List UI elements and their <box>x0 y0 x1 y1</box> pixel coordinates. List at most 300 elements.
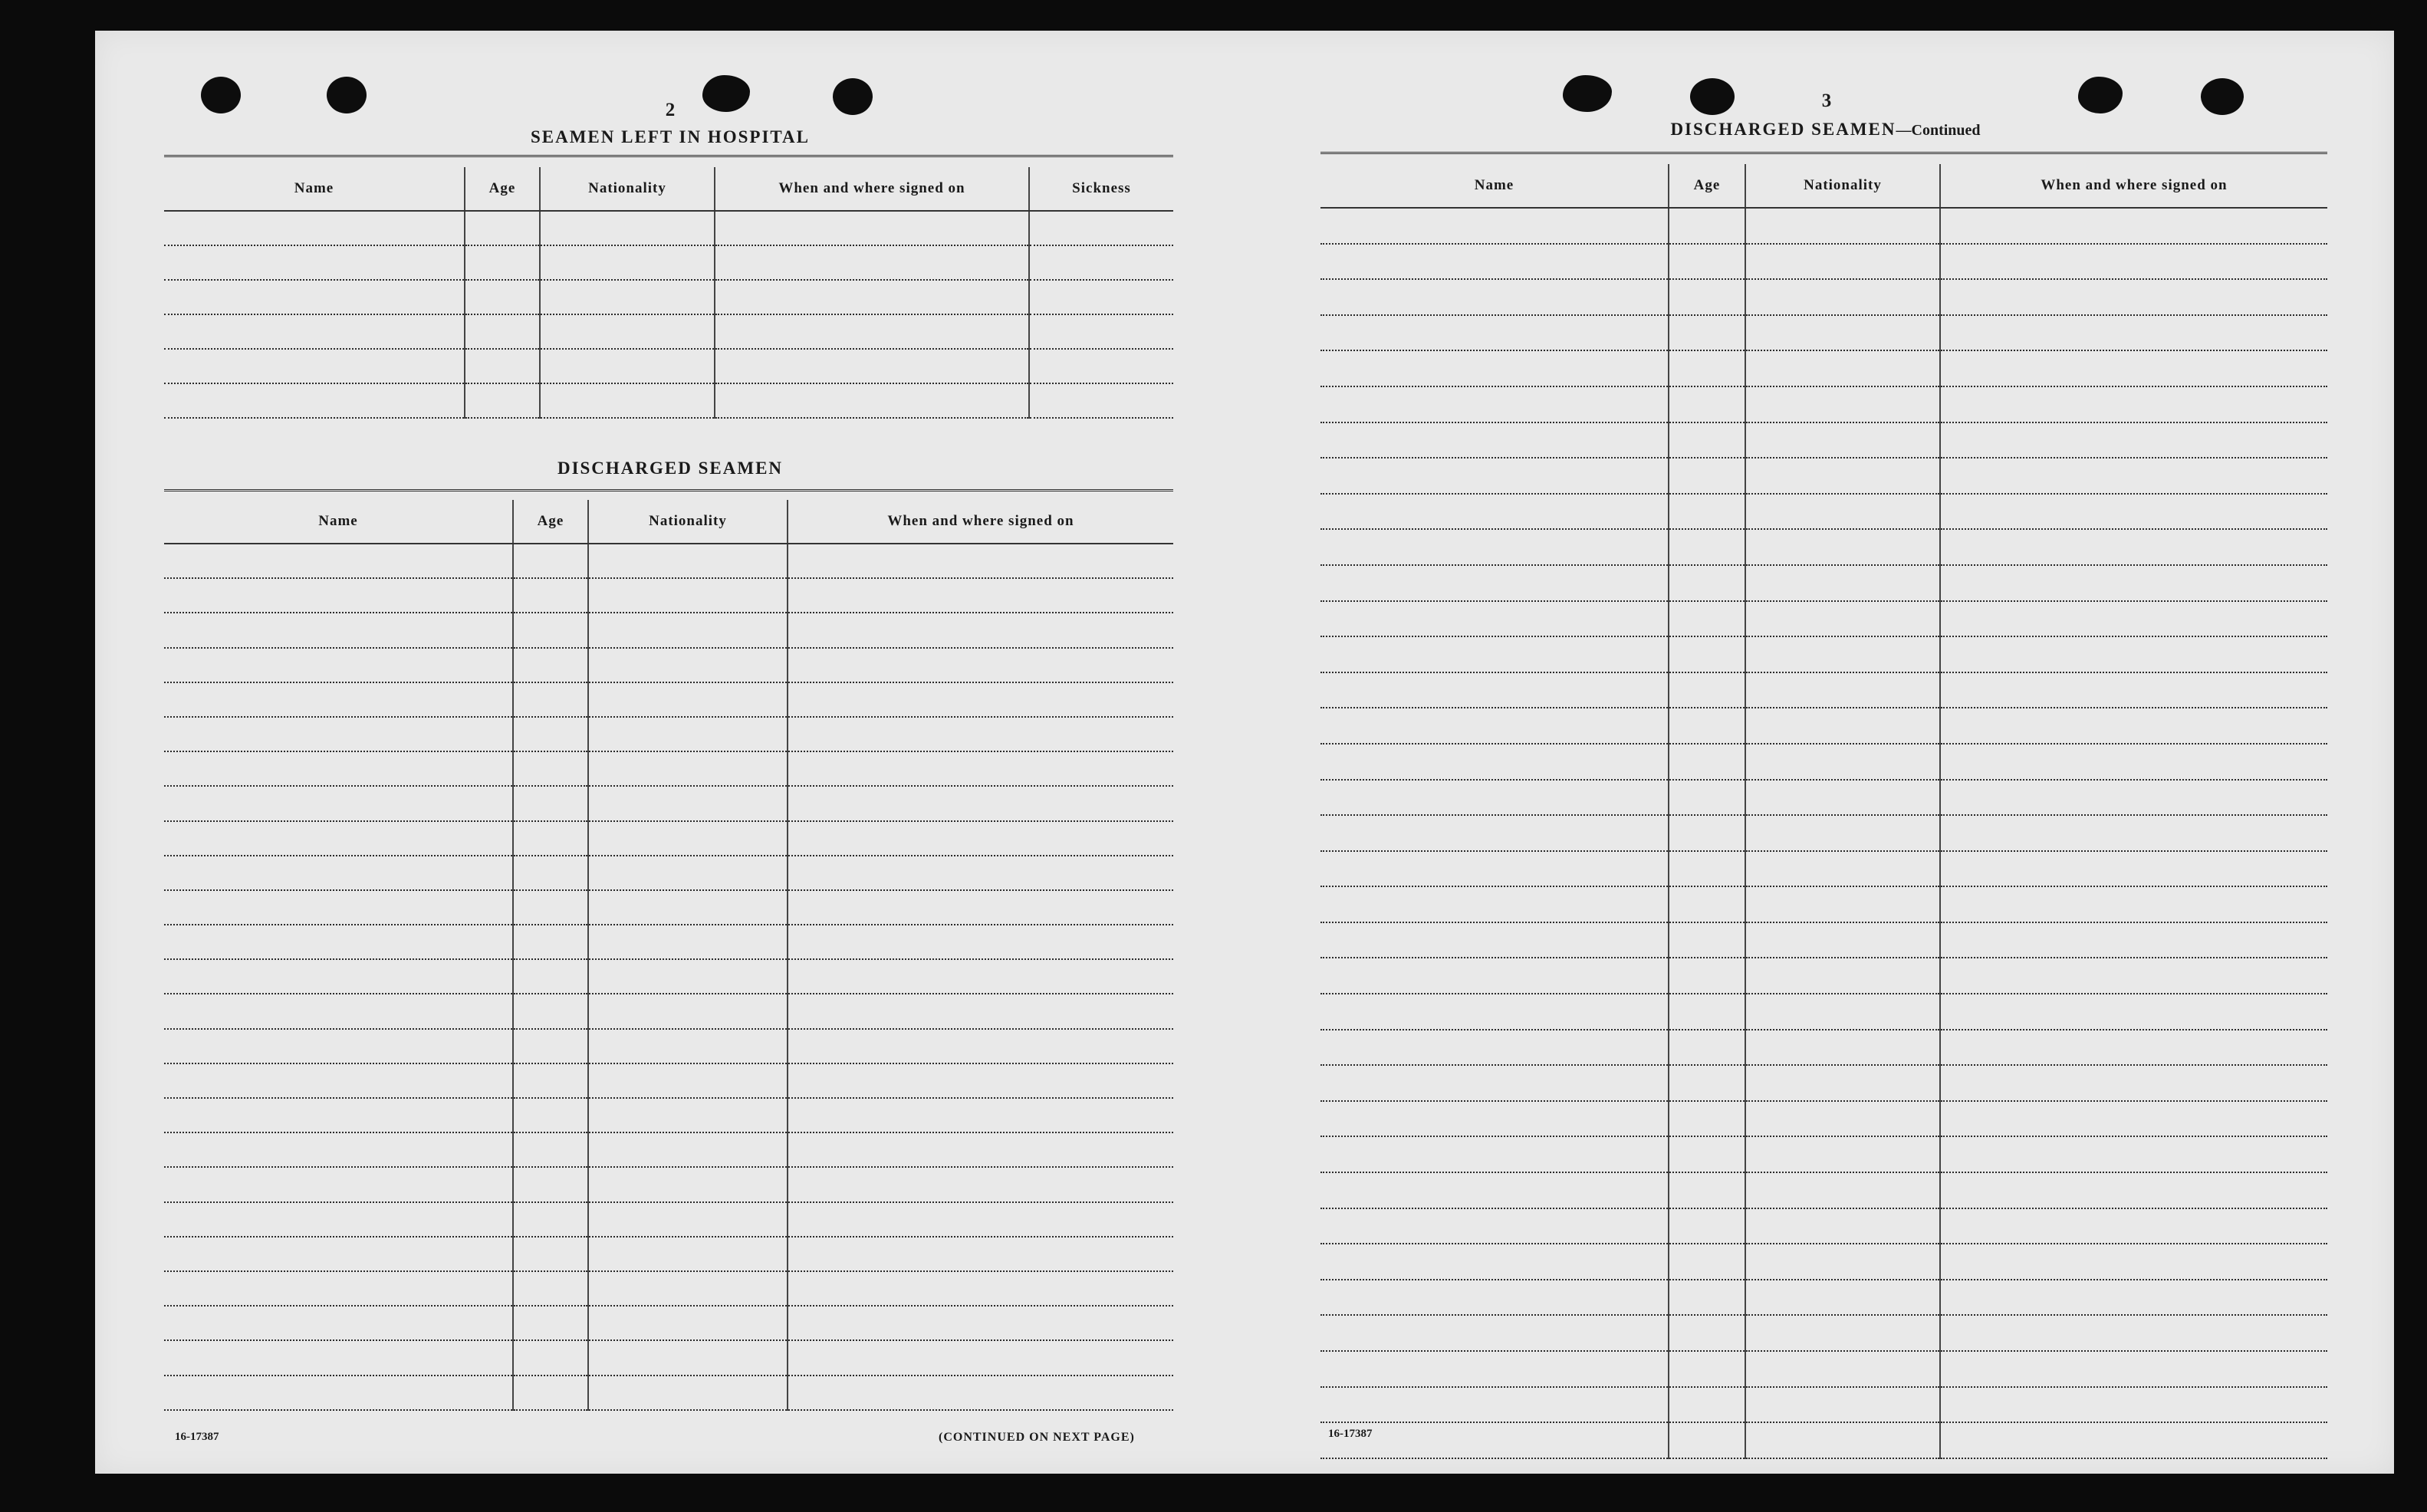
blank-entry-cell <box>1320 1422 1669 1458</box>
blank-entry-cell <box>1669 279 1745 315</box>
blank-entry-cell <box>513 682 588 717</box>
table-row <box>164 959 1173 994</box>
blank-entry-cell <box>588 786 788 820</box>
blank-entry-cell <box>1669 315 1745 351</box>
right-page <box>1320 31 2330 1474</box>
blank-entry-cell <box>1745 1422 1940 1458</box>
blank-entry-cell <box>1745 708 1940 744</box>
blank-entry-cell <box>1320 1387 1669 1423</box>
blank-entry-cell <box>1745 636 1940 672</box>
blank-entry-cell <box>164 383 465 418</box>
blank-entry-cell <box>1745 815 1940 851</box>
blank-entry-cell <box>1940 1208 2327 1244</box>
section-rule <box>164 155 1173 159</box>
blank-entry-cell <box>1940 1351 2327 1387</box>
blank-entry-cell <box>588 544 788 578</box>
section-rule <box>164 489 1173 493</box>
table-row <box>1320 350 2327 386</box>
blank-entry-cell <box>588 1167 788 1201</box>
blank-entry-cell <box>1745 244 1940 280</box>
table-row <box>1320 672 2327 708</box>
table-row <box>164 786 1173 820</box>
table-row <box>1320 886 2327 922</box>
blank-entry-cell <box>513 890 588 925</box>
discharged-continued-table <box>1320 164 2327 1459</box>
table-row <box>164 1202 1173 1237</box>
blank-entry-cell <box>1940 1136 2327 1172</box>
blank-entry-cell <box>513 717 588 751</box>
table-row <box>1320 494 2327 530</box>
blank-entry-cell <box>1745 494 1940 530</box>
blank-entry-cell <box>1320 350 1669 386</box>
column-header: Age <box>465 167 540 211</box>
blank-entry-cell <box>788 786 1173 820</box>
blank-entry-cell <box>164 544 513 578</box>
blank-entry-cell <box>1029 349 1173 383</box>
blank-entry-cell <box>540 349 715 383</box>
blank-entry-cell <box>164 211 465 245</box>
blank-entry-cell <box>513 1202 588 1237</box>
blank-entry-cell <box>1745 1101 1940 1137</box>
blank-entry-cell <box>164 1340 513 1375</box>
blank-entry-cell <box>1940 1422 2327 1458</box>
blank-entry-cell <box>1320 1351 1669 1387</box>
blank-entry-cell <box>788 613 1173 647</box>
table-row <box>1320 458 2327 494</box>
blank-entry-cell <box>513 544 588 578</box>
ledger-sheet <box>95 31 2394 1474</box>
table-row <box>164 717 1173 751</box>
blank-entry-cell <box>164 648 513 682</box>
blank-entry-cell <box>1669 422 1745 459</box>
blank-entry-cell <box>1320 1280 1669 1316</box>
blank-entry-cell <box>164 578 513 613</box>
blank-entry-cell <box>1320 601 1669 637</box>
blank-entry-cell <box>1320 815 1669 851</box>
blank-entry-cell <box>1320 315 1669 351</box>
blank-entry-cell <box>1745 744 1940 780</box>
blank-entry-cell <box>1669 1280 1745 1316</box>
left-page <box>164 31 1176 1474</box>
table-row <box>164 314 1173 349</box>
blank-entry-cell <box>1745 279 1940 315</box>
blank-entry-cell <box>788 1237 1173 1271</box>
hospital-table <box>164 167 1173 419</box>
table-row <box>1320 1387 2327 1423</box>
blank-entry-cell <box>513 1340 588 1375</box>
blank-entry-cell <box>164 856 513 890</box>
blank-entry-cell <box>1745 922 1940 958</box>
blank-entry-cell <box>513 959 588 994</box>
table-row <box>1320 922 2327 958</box>
table-row <box>164 751 1173 786</box>
blank-entry-cell <box>1940 601 2327 637</box>
table-row <box>1320 565 2327 601</box>
blank-entry-cell <box>1745 1280 1940 1316</box>
column-header: Nationality <box>588 500 788 544</box>
blank-entry-cell <box>1320 744 1669 780</box>
table-row <box>164 1237 1173 1271</box>
blank-entry-cell <box>1320 1136 1669 1172</box>
blank-entry-cell <box>788 821 1173 856</box>
blank-entry-cell <box>1320 994 1669 1030</box>
table-row <box>1320 708 2327 744</box>
blank-entry-cell <box>513 786 588 820</box>
blank-entry-cell <box>1745 1351 1940 1387</box>
blank-entry-cell <box>465 245 540 280</box>
table-row <box>1320 780 2327 816</box>
blank-entry-cell <box>1745 422 1940 459</box>
table-row <box>164 211 1173 245</box>
blank-entry-cell <box>540 211 715 245</box>
table-row <box>1320 958 2327 994</box>
blank-entry-cell <box>1320 886 1669 922</box>
table-row <box>164 1098 1173 1132</box>
table-row <box>164 349 1173 383</box>
blank-entry-cell <box>1940 565 2327 601</box>
form-number: 16-17387 <box>175 1431 219 1443</box>
table-row <box>1320 1030 2327 1066</box>
table-row <box>164 821 1173 856</box>
blank-entry-cell <box>715 314 1029 349</box>
blank-entry-cell <box>588 994 788 1028</box>
blank-entry-cell <box>1745 994 1940 1030</box>
blank-entry-cell <box>164 314 465 349</box>
blank-entry-cell <box>1669 1244 1745 1280</box>
form-number: 16-17387 <box>1328 1428 1373 1440</box>
blank-entry-cell <box>164 786 513 820</box>
blank-entry-cell <box>1320 922 1669 958</box>
table-row <box>1320 994 2327 1030</box>
blank-entry-cell <box>1669 994 1745 1030</box>
column-header: When and where signed on <box>1940 164 2327 208</box>
title-suffix: —Continued <box>1896 122 1981 139</box>
blank-entry-cell <box>164 751 513 786</box>
blank-entry-cell <box>1669 1136 1745 1172</box>
blank-entry-cell <box>1669 851 1745 887</box>
blank-entry-cell <box>1745 1172 1940 1208</box>
blank-entry-cell <box>164 1098 513 1132</box>
blank-entry-cell <box>588 821 788 856</box>
table-row <box>1320 1065 2327 1101</box>
table-row <box>1320 1422 2327 1458</box>
blank-entry-cell <box>1669 529 1745 565</box>
blank-entry-cell <box>513 925 588 959</box>
column-header: Nationality <box>1745 164 1940 208</box>
blank-entry-cell <box>1320 1208 1669 1244</box>
blank-entry-cell <box>1745 672 1940 708</box>
blank-entry-cell <box>513 1167 588 1201</box>
blank-entry-cell <box>164 613 513 647</box>
blank-entry-cell <box>1745 529 1940 565</box>
blank-entry-cell <box>788 1063 1173 1098</box>
table-row <box>1320 1101 2327 1137</box>
blank-entry-cell <box>465 211 540 245</box>
blank-entry-cell <box>164 245 465 280</box>
table-row <box>164 280 1173 314</box>
table-row <box>164 578 1173 613</box>
blank-entry-cell <box>1669 744 1745 780</box>
blank-entry-cell <box>588 1306 788 1340</box>
table-row <box>164 613 1173 647</box>
blank-entry-cell <box>788 1029 1173 1063</box>
title-main: DISCHARGED SEAMEN <box>1670 120 1896 139</box>
blank-entry-cell <box>1745 886 1940 922</box>
column-header: When and where signed on <box>788 500 1173 544</box>
blank-entry-cell <box>588 717 788 751</box>
table-row <box>1320 1351 2327 1387</box>
section-rule <box>1320 152 2327 156</box>
blank-entry-cell <box>1320 494 1669 530</box>
blank-entry-cell <box>1940 1244 2327 1280</box>
table-row <box>164 1132 1173 1167</box>
blank-entry-cell <box>164 1202 513 1237</box>
blank-entry-cell <box>1940 780 2327 816</box>
blank-entry-cell <box>164 821 513 856</box>
blank-entry-cell <box>788 1340 1173 1375</box>
blank-entry-cell <box>1940 815 2327 851</box>
blank-entry-cell <box>513 751 588 786</box>
table-row <box>1320 386 2327 422</box>
blank-entry-cell <box>513 821 588 856</box>
discharged-table <box>164 500 1173 1411</box>
blank-entry-cell <box>1320 1065 1669 1101</box>
blank-entry-cell <box>1029 211 1173 245</box>
blank-entry-cell <box>513 1237 588 1271</box>
blank-entry-cell <box>1669 350 1745 386</box>
blank-entry-cell <box>1940 244 2327 280</box>
blank-entry-cell <box>1940 672 2327 708</box>
blank-entry-cell <box>1669 601 1745 637</box>
blank-entry-cell <box>1940 1172 2327 1208</box>
blank-entry-cell <box>588 578 788 613</box>
table-row <box>164 1029 1173 1063</box>
blank-entry-cell <box>1745 350 1940 386</box>
blank-entry-cell <box>788 1271 1173 1306</box>
blank-entry-cell <box>788 751 1173 786</box>
blank-entry-cell <box>1320 780 1669 816</box>
page-number: 2 <box>665 100 676 120</box>
column-header: Name <box>1320 164 1669 208</box>
table-row <box>1320 1280 2327 1316</box>
blank-entry-cell <box>788 1202 1173 1237</box>
blank-entry-cell <box>513 1132 588 1167</box>
blank-entry-cell <box>588 648 788 682</box>
blank-entry-cell <box>513 1376 588 1410</box>
blank-entry-cell <box>1940 422 2327 459</box>
blank-entry-cell <box>1669 1351 1745 1387</box>
blank-entry-cell <box>715 383 1029 418</box>
blank-entry-cell <box>788 856 1173 890</box>
blank-entry-cell <box>1745 208 1940 244</box>
blank-entry-cell <box>164 1029 513 1063</box>
table-row <box>1320 636 2327 672</box>
blank-entry-cell <box>1669 1387 1745 1423</box>
blank-entry-cell <box>588 959 788 994</box>
blank-entry-cell <box>715 280 1029 314</box>
blank-entry-cell <box>1745 1208 1940 1244</box>
blank-entry-cell <box>588 1237 788 1271</box>
page-number: 3 <box>1821 90 1832 111</box>
table-row <box>164 1063 1173 1098</box>
column-header: Name <box>164 500 513 544</box>
blank-entry-cell <box>1940 208 2327 244</box>
blank-entry-cell <box>540 383 715 418</box>
table-row <box>1320 744 2327 780</box>
blank-entry-cell <box>1940 886 2327 922</box>
table-row <box>1320 851 2327 887</box>
blank-entry-cell <box>1745 958 1940 994</box>
blank-entry-cell <box>164 925 513 959</box>
blank-entry-cell <box>513 1098 588 1132</box>
table-row <box>164 890 1173 925</box>
blank-entry-cell <box>1745 315 1940 351</box>
blank-entry-cell <box>164 1063 513 1098</box>
table-row <box>1320 1208 2327 1244</box>
blank-entry-cell <box>1669 458 1745 494</box>
blank-entry-cell <box>1669 780 1745 816</box>
blank-entry-cell <box>1669 565 1745 601</box>
blank-entry-cell <box>1940 1030 2327 1066</box>
blank-entry-cell <box>1669 922 1745 958</box>
column-header: Nationality <box>540 167 715 211</box>
table-row <box>164 1271 1173 1306</box>
table-row <box>164 1306 1173 1340</box>
blank-entry-cell <box>1745 1136 1940 1172</box>
blank-entry-cell <box>1940 922 2327 958</box>
table-row <box>164 682 1173 717</box>
blank-entry-cell <box>1745 601 1940 637</box>
blank-entry-cell <box>1940 744 2327 780</box>
table-row <box>1320 815 2327 851</box>
blank-entry-cell <box>588 1098 788 1132</box>
blank-entry-cell <box>588 890 788 925</box>
blank-entry-cell <box>540 280 715 314</box>
blank-entry-cell <box>1320 244 1669 280</box>
blank-entry-cell <box>1669 494 1745 530</box>
blank-entry-cell <box>1320 422 1669 459</box>
blank-entry-cell <box>1669 1101 1745 1137</box>
blank-entry-cell <box>513 578 588 613</box>
blank-entry-cell <box>1940 636 2327 672</box>
blank-entry-cell <box>788 648 1173 682</box>
blank-entry-cell <box>588 1029 788 1063</box>
blank-entry-cell <box>1320 279 1669 315</box>
blank-entry-cell <box>1320 565 1669 601</box>
table-row <box>1320 1315 2327 1351</box>
blank-entry-cell <box>788 578 1173 613</box>
blank-entry-cell <box>1320 529 1669 565</box>
blank-entry-cell <box>715 349 1029 383</box>
blank-entry-cell <box>164 349 465 383</box>
table-row <box>164 544 1173 578</box>
table-row <box>1320 208 2327 244</box>
blank-entry-cell <box>1940 1065 2327 1101</box>
blank-entry-cell <box>1669 1172 1745 1208</box>
continued-note: (CONTINUED ON NEXT PAGE) <box>939 1431 1135 1444</box>
blank-entry-cell <box>1029 383 1173 418</box>
blank-entry-cell <box>164 1306 513 1340</box>
blank-entry-cell <box>788 994 1173 1028</box>
blank-entry-cell <box>788 1306 1173 1340</box>
table-row <box>164 383 1173 418</box>
hospital-section-title: SEAMEN LEFT IN HOSPITAL <box>530 127 811 146</box>
table-row <box>164 245 1173 280</box>
blank-entry-cell <box>1745 386 1940 422</box>
blank-entry-cell <box>1669 1208 1745 1244</box>
blank-entry-cell <box>1940 1101 2327 1137</box>
blank-entry-cell <box>513 1271 588 1306</box>
blank-entry-cell <box>1940 529 2327 565</box>
discharged-continued-title <box>1320 120 2330 140</box>
blank-entry-cell <box>1320 672 1669 708</box>
blank-entry-cell <box>513 1029 588 1063</box>
blank-entry-cell <box>1940 350 2327 386</box>
blank-entry-cell <box>1745 1244 1940 1280</box>
table-row <box>164 1340 1173 1375</box>
blank-entry-cell <box>715 211 1029 245</box>
table-row <box>164 994 1173 1028</box>
blank-entry-cell <box>588 751 788 786</box>
blank-entry-cell <box>1669 1065 1745 1101</box>
blank-entry-cell <box>1940 1387 2327 1423</box>
blank-entry-cell <box>1320 458 1669 494</box>
blank-entry-cell <box>1940 958 2327 994</box>
table-row <box>1320 601 2327 637</box>
blank-entry-cell <box>1745 458 1940 494</box>
blank-entry-cell <box>1320 1101 1669 1137</box>
blank-entry-cell <box>540 314 715 349</box>
table-row <box>1320 1244 2327 1280</box>
blank-entry-cell <box>513 856 588 890</box>
blank-entry-cell <box>1745 1065 1940 1101</box>
blank-entry-cell <box>513 648 588 682</box>
table-row <box>1320 244 2327 280</box>
blank-entry-cell <box>1669 1422 1745 1458</box>
blank-entry-cell <box>1320 386 1669 422</box>
blank-entry-cell <box>1745 780 1940 816</box>
blank-entry-cell <box>1745 851 1940 887</box>
blank-entry-cell <box>513 1063 588 1098</box>
table-row <box>164 648 1173 682</box>
blank-entry-cell <box>1669 708 1745 744</box>
blank-entry-cell <box>540 245 715 280</box>
blank-entry-cell <box>1940 315 2327 351</box>
blank-entry-cell <box>465 349 540 383</box>
blank-entry-cell <box>1320 1030 1669 1066</box>
blank-entry-cell <box>1320 708 1669 744</box>
blank-entry-cell <box>588 925 788 959</box>
blank-entry-cell <box>1669 244 1745 280</box>
table-row <box>1320 422 2327 459</box>
blank-entry-cell <box>1320 636 1669 672</box>
blank-entry-cell <box>513 1306 588 1340</box>
blank-entry-cell <box>164 717 513 751</box>
blank-entry-cell <box>788 1376 1173 1410</box>
blank-entry-cell <box>1669 958 1745 994</box>
blank-entry-cell <box>715 245 1029 280</box>
blank-entry-cell <box>588 682 788 717</box>
blank-entry-cell <box>1669 886 1745 922</box>
blank-entry-cell <box>1669 1315 1745 1351</box>
blank-entry-cell <box>788 717 1173 751</box>
blank-entry-cell <box>788 925 1173 959</box>
blank-entry-cell <box>164 1271 513 1306</box>
blank-entry-cell <box>1940 851 2327 887</box>
blank-entry-cell <box>164 890 513 925</box>
table-row <box>1320 1172 2327 1208</box>
column-header: Name <box>164 167 465 211</box>
